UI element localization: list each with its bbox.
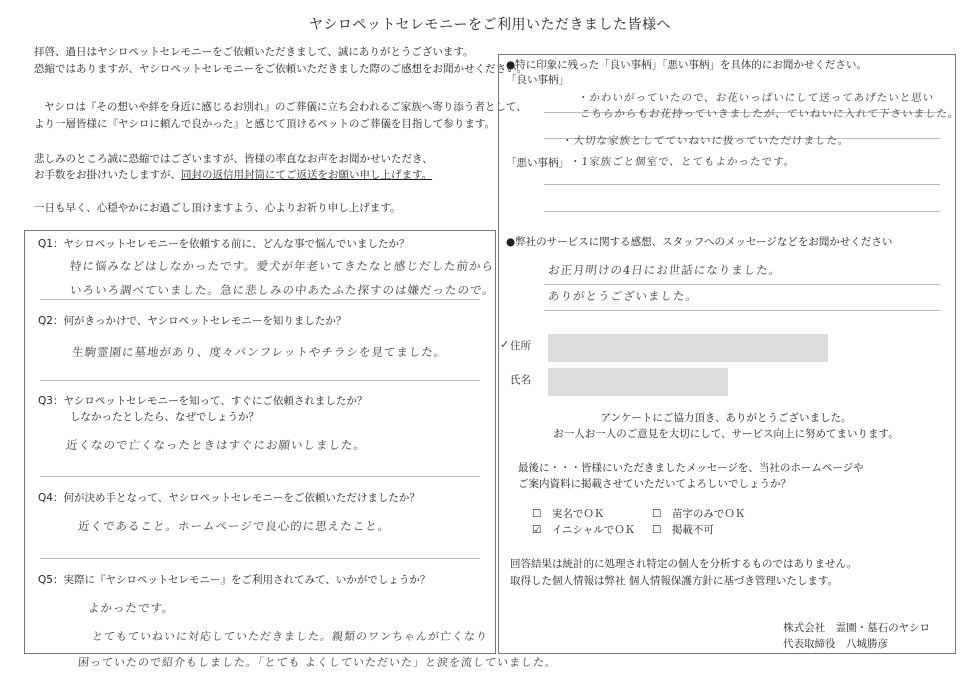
page-title: ヤシロペットセレモニーをご利用いただきました皆様へ — [309, 17, 671, 33]
q5-answer-line1: よかったです。 — [87, 601, 176, 615]
q4-label: Q4：何が決め手となって、ヤシロペットセレモニーをご依頼いただけましたか？ — [38, 492, 420, 504]
checkbox-icon: ☐ — [652, 524, 662, 536]
q4-divider — [40, 558, 480, 559]
bad-rule-1 — [544, 184, 940, 185]
address-field-redacted — [548, 334, 828, 362]
q2-answer-line1: 生駒霊園に墓地があり、度々パンフレットやチラシを見てました。 — [71, 345, 448, 359]
checked-checkbox-icon: ☑ — [532, 524, 542, 536]
good-label: 「良い事柄」 — [506, 74, 569, 86]
checkbox-icon: ☐ — [532, 508, 542, 520]
intro-p3-line1: 悲しみのところ誠に恐縮ではございますが、皆様の率直なお声をお聞かせいただき、 — [34, 153, 433, 165]
intro-p1-line1: 拝啓、過日はヤシロペットセレモニーをご依頼いただきまして、誠にありがとうございます。 — [34, 46, 474, 58]
q1-answer-line1: 特に悩みなどはしなかったです。愛犬が年老いてきたなと感じだした前から — [69, 259, 495, 273]
bad-line1: ・1家族ごと個室で、とてもよかったです。 — [569, 156, 796, 168]
q2-divider — [40, 380, 480, 381]
address-label: 住所 — [510, 340, 531, 352]
option-not-allowed[interactable] — [652, 522, 714, 537]
intro-p2-line2: より一層皆様に『ヤシロに頼んで良かった』と感じて頂けるペットのご葬儀を目指して参ります。 — [34, 118, 496, 130]
message-line2: ありがとうございました。 — [547, 289, 699, 303]
q1-divider — [40, 299, 480, 300]
q4-answer-line1: 近くであること。ホームページで良心的に思えたこと。 — [77, 519, 392, 533]
return-envelope-note: 同封の返信用封筒にてご返送をお願い申し上げます。 — [181, 169, 433, 181]
q5-answer-line3: 困っていたので紹介もしました。「とても よくしていただいた」と涙を流していました。 — [77, 656, 558, 669]
intro-p1-line2: 恐縮ではありますが、ヤシロペットセレモニーをご依頼いただきました際のご感想をお聞かせください。 — [34, 63, 528, 75]
option-real-name[interactable] — [532, 506, 604, 521]
option-surname-only[interactable] — [652, 506, 745, 521]
q3-answer-line1: 近くなので亡くなったときはすぐにお願いしました。 — [65, 438, 367, 452]
name-label: 氏名 — [510, 374, 531, 386]
option-initials-label: イニシャルでＯＫ — [551, 524, 636, 536]
disclaimer-line1: 回答結果は統計的に処理され特定の個人を分析するものではありません。 — [510, 558, 858, 570]
good-line1: ・かわいがっていたので、お花いっぱいにして送ってあげたいと思い — [577, 92, 935, 104]
impression-heading: ●特に印象に残った「良い事柄」「悪い事柄」を具体的にお聞かせください。 — [506, 59, 867, 71]
q1-answer-line2: いろいろ調べていました。急に悲しみの中あたふた探すのは嫌だったので。 — [69, 283, 496, 297]
q3-label-line2: しなかったとしたら、なぜでしょうか？ — [70, 411, 259, 423]
disclaimer-line2: 取得した個人情報は弊社 個人情報保護方針に基づき管理いたします。 — [510, 575, 838, 587]
q2-label: Q2：何がきっかけで、ヤシロペットセレモニーを知りましたか？ — [38, 315, 347, 327]
q3-label-line1: Q3：ヤシロペットセレモニーを知って、すぐにご依頼されましたか？ — [38, 395, 368, 407]
checkbox-icon: ☐ — [652, 508, 662, 520]
intro-p3-line2 — [34, 167, 432, 183]
bad-rule-2 — [544, 211, 940, 212]
q5-label: Q5：実際に『ヤシロペットセレモニー』をご利用されてみて、いかがでしょうか？ — [38, 574, 431, 586]
option-not-allowed-label: 掲載不可 — [671, 524, 714, 536]
q3-divider — [40, 476, 480, 477]
thanks-line1: アンケートにご協力頂き、ありがとうございました。 — [600, 412, 852, 424]
good-line2: こちらからもお花持っていきましたが、ていねいに入れて下さいました。 — [579, 108, 961, 120]
intro-p2-line1: ヤシロは『その想いや絆を身近に感じるお別れ』のご葬儀に立ち会われるご家族へ寄り添う者として、 — [44, 101, 527, 113]
bad-label: 「悪い事柄」 — [506, 157, 569, 169]
q1-label: Q1：ヤシロペットセレモニーを依頼する前に、どんな事で悩んでいましたか？ — [38, 238, 410, 250]
message-heading: ●弊社のサービスに関する感想、スタッフへのメッセージなどをお聞かせください — [506, 236, 893, 248]
permission-line2: ご案内資料に掲載させていただいてよろしいでしょうか？ — [518, 478, 791, 490]
option-surname-only-label: 苗字のみでＯＫ — [671, 508, 746, 520]
company-name: 株式会社 霊園・墓石のヤシロ — [783, 622, 930, 634]
option-real-name-label: 実名でＯＫ — [551, 508, 605, 520]
message-rule-1 — [544, 284, 940, 285]
representative-name: 代表取締役 八城勝彦 — [783, 638, 888, 650]
message-rule-2 — [544, 310, 940, 311]
good-line3: ・大切な家族としてていねいに扱っていただけました。 — [561, 135, 851, 147]
intro-p3-line2-a: お手数をお掛けいたしますが、 — [34, 169, 181, 181]
option-initials[interactable] — [532, 522, 635, 537]
intro-p4-line1: 一日も早く、心穏やかにお過ごし頂けますよう、心よりお祈り申し上げます。 — [34, 202, 401, 214]
thanks-line2: お一人お一人のご意見を大切にして、サービス向上に努めてまいります。 — [553, 428, 899, 440]
q5-answer-line2: とてもていねいに対応していただきました。親類のワンちゃんが亡くなり — [91, 630, 489, 643]
message-line1: お正月明けの4日にお世話になりました。 — [547, 263, 783, 277]
permission-line1: 最後に・・・皆様にいただきましたメッセージを、当社のホームページや — [518, 462, 864, 474]
checkmark-icon: ✓ — [500, 338, 510, 351]
name-field-redacted — [548, 368, 728, 396]
